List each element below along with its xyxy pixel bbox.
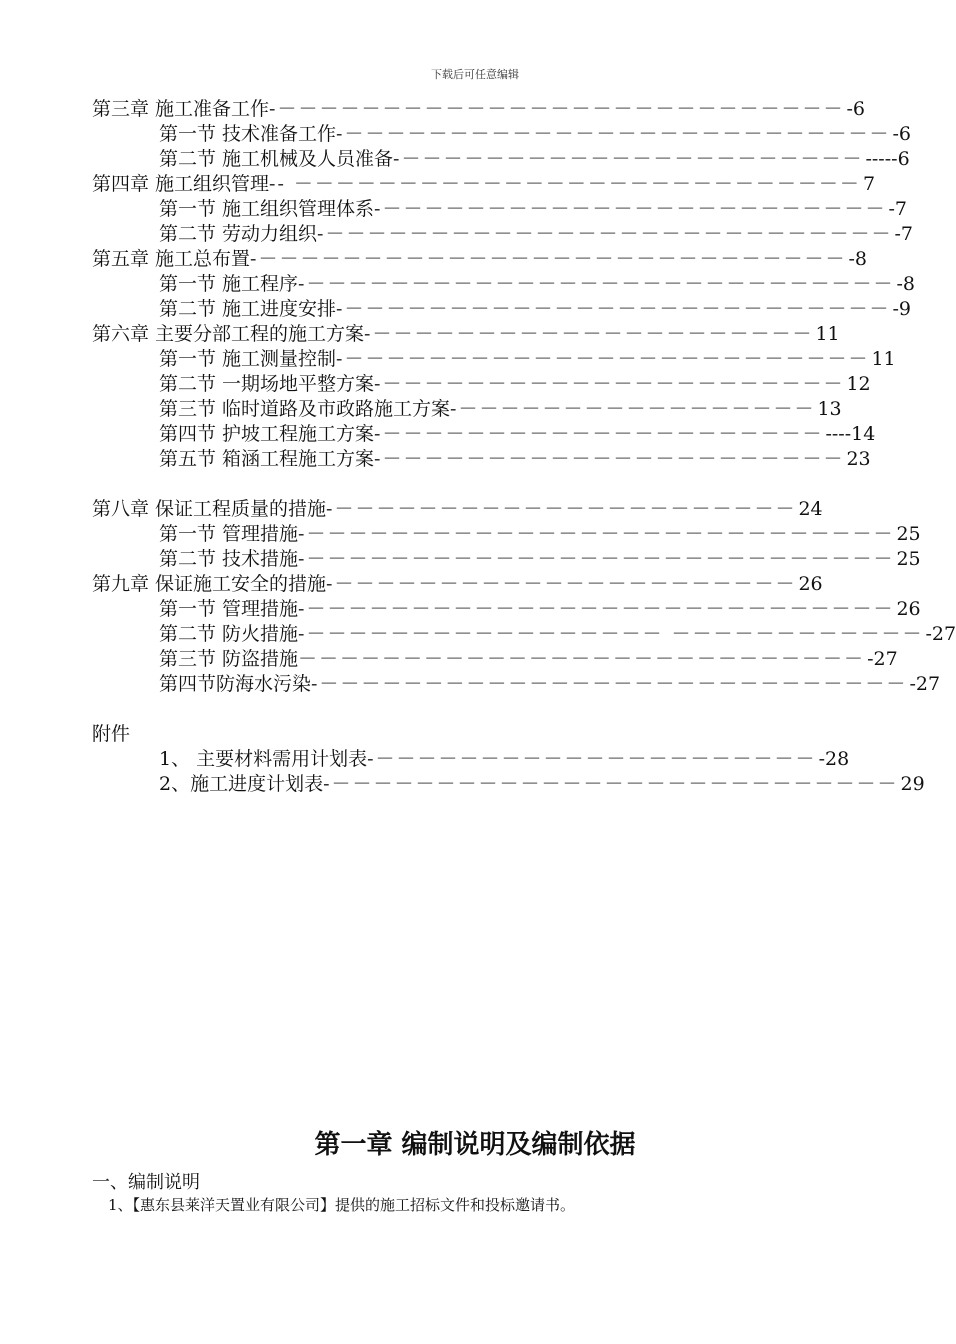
toc-entry-title: 第二节 防火措施 — [159, 623, 299, 645]
toc-section-entry[interactable] — [92, 222, 913, 247]
toc-entry-page: 7 — [862, 173, 876, 195]
toc-section-entry[interactable] — [92, 397, 842, 422]
toc-entry-title: 第四节 护坡工程施工方案 — [159, 423, 375, 445]
toc-entry-title: 第六章 主要分部工程的施工方案 — [92, 323, 365, 345]
toc-entry-leader: -－－－－－－－－－－－－－－－－－－－－－－ — [393, 148, 864, 170]
toc-entry-leader: -－－－－－－－－－－－－－－－－－－－－－ — [374, 423, 824, 445]
toc-entry-title: 第三节 临时道路及市政路施工方案 — [159, 398, 451, 420]
toc-entry-leader: -－－－－－－－－－－－－－－－－－－－－－－－－－－ — [336, 298, 891, 320]
toc-entry-page: -9 — [892, 298, 911, 320]
toc-section-entry[interactable] — [92, 622, 956, 647]
toc-section-entry[interactable] — [92, 297, 911, 322]
toc-entry-leader: -－－－－－－－－－－－－－－－－－ －－－－－－－－－－－－ — [298, 623, 924, 645]
toc-entry-leader: －－－－－－－－－－－－－－－－－－－－－－－－－－－ — [298, 648, 866, 670]
toc-section-entry[interactable] — [92, 522, 921, 547]
toc-gap — [92, 472, 792, 497]
toc-entry-page: -8 — [896, 273, 915, 295]
toc-entry-page: 11 — [871, 348, 896, 370]
toc-entry-title: 第一节 施工组织管理体系 — [159, 198, 375, 220]
toc-entry-page: 11 — [815, 323, 840, 345]
toc-entry-leader: -- －－－－－－－－－－－－－－－－－－－－－－－－－－－ — [269, 173, 861, 195]
appendix-entry-leader: -－－－－－－－－－－－－－－－－－－－－－－－－－－－ — [323, 773, 899, 795]
toc-chapter-entry[interactable] — [92, 572, 823, 597]
toc-entry-title: 第三节 防盗措施 — [159, 648, 299, 670]
page-header-note: 下载后可任意编辑 — [431, 68, 519, 81]
toc-entry-title: 第八章 保证工程质量的措施 — [92, 498, 327, 520]
toc-entry-page: 26 — [798, 573, 823, 595]
toc-entry-leader: -－－－－－－－－－－－－－－－－－－－－－－ — [374, 448, 845, 470]
toc-entry-leader: -－－－－－－－－－－－－－－－－－－－－－－－－－－ — [336, 123, 891, 145]
toc-entry-title: 第一节 管理措施 — [159, 523, 299, 545]
toc-entry-page: -6 — [892, 123, 911, 145]
toc-chapter-entry[interactable] — [92, 247, 867, 272]
appendix-entry-page: 29 — [900, 773, 925, 795]
appendix-entry-page: -28 — [818, 748, 850, 770]
appendix-title: 附件 — [92, 723, 131, 745]
toc-entry-title: 第九章 保证施工安全的措施 — [92, 573, 327, 595]
toc-entry-leader: -－－－－－－－－－－－－－－－－－－－－－－－－ — [374, 198, 887, 220]
toc-entry-title: 第三章 施工准备工作 — [92, 98, 270, 120]
toc-entry-page: -----6 — [865, 148, 910, 170]
toc-entry-page: -8 — [848, 248, 867, 270]
toc-chapter-entry[interactable] — [92, 497, 823, 522]
toc-entry-leader: -－－－－－－－－－－－－－－－－－－－－－ — [364, 323, 814, 345]
toc-section-entry[interactable] — [92, 122, 911, 147]
toc-entry-page: -6 — [846, 98, 865, 120]
toc-entry-leader: -－－－－－－－－－－－－－－－－－－－－－－－－－ — [336, 348, 870, 370]
appendix-entry[interactable] — [92, 747, 850, 772]
appendix-entry-title: 1、 主要材料需用计划表 — [159, 748, 368, 770]
toc-entry-leader: -－－－－－－－－－－－－－－－－－－－－－－－－－－－ — [317, 223, 893, 245]
toc-entry-leader: -－－－－－－－－－－－－－－－－－－－－－－－－－－－－ — [298, 548, 895, 570]
toc-entry-page: 23 — [846, 448, 871, 470]
toc-entry-leader: -－－－－－－－－－－－－－－－－－－－－－－－－－－－ — [269, 98, 845, 120]
toc-entry-page: 13 — [817, 398, 842, 420]
toc-entry-leader: -－－－－－－－－－－－－－－－－－－－－－－－－－－－－ — [311, 673, 908, 695]
toc-entry-title: 第五章 施工总布置 — [92, 248, 251, 270]
section-heading: 一、编制说明 — [92, 1172, 200, 1193]
toc-section-entry[interactable] — [92, 422, 876, 447]
toc-section-entry[interactable] — [92, 147, 910, 172]
toc-entry-page: -7 — [888, 198, 907, 220]
toc-gap — [92, 697, 792, 722]
toc-entry-title: 第二节 施工机械及人员准备 — [159, 148, 394, 170]
toc-section-entry[interactable] — [92, 547, 921, 572]
toc-entry-leader: -－－－－－－－－－－－－－－－－－－－－－－ — [326, 573, 797, 595]
toc-entry-page: 26 — [896, 598, 921, 620]
toc-entry-title: 第四节防海水污染 — [159, 673, 312, 695]
toc-chapter-entry[interactable] — [92, 322, 840, 347]
toc-entry-leader: -－－－－－－－－－－－－－－－－－－－－－－ — [374, 373, 845, 395]
toc-entry-title: 第二节 技术措施 — [159, 548, 299, 570]
toc-entry-title: 第五节 箱涵工程施工方案 — [159, 448, 375, 470]
toc-entry-page: -27 — [909, 673, 941, 695]
toc-entry-leader: -－－－－－－－－－－－－－－－－－－－－－－－－－－－－ — [298, 598, 895, 620]
toc-entry-page: ----14 — [825, 423, 876, 445]
toc-entry-page: 25 — [896, 523, 921, 545]
toc-entry-title: 第一节 施工测量控制 — [159, 348, 337, 370]
toc-entry-leader: -－－－－－－－－－－－－－－－－－－－－－－ — [326, 498, 797, 520]
toc-entry-page: -27 — [867, 648, 898, 670]
table-of-contents — [92, 97, 956, 797]
toc-section-entry[interactable] — [92, 647, 898, 672]
toc-entry-title: 第四章 施工组织管理 — [92, 173, 270, 195]
appendix-entry[interactable] — [92, 772, 925, 797]
toc-entry-page: 24 — [798, 498, 823, 520]
body-paragraph: 1、【惠东县莱洋天置业有限公司】提供的施工招标文件和投标邀请书。 — [108, 1196, 576, 1214]
toc-section-entry[interactable] — [92, 447, 871, 472]
toc-entry-page: 12 — [846, 373, 871, 395]
toc-entry-page: -27 — [925, 623, 956, 645]
toc-entry-title: 第一节 管理措施 — [159, 598, 299, 620]
toc-entry-leader: -－－－－－－－－－－－－－－－－－－－－－－－－－－－－ — [298, 523, 895, 545]
appendix-entry-leader: -－－－－－－－－－－－－－－－－－－－－－ — [367, 748, 817, 770]
toc-section-entry[interactable] — [92, 672, 941, 697]
toc-section-entry[interactable] — [92, 347, 896, 372]
toc-entry-leader: -－－－－－－－－－－－－－－－－－－－－－－－－－－－－ — [298, 273, 895, 295]
appendix-entry-title: 2、施工进度计划表 — [159, 773, 324, 795]
toc-entry-title: 第二节 施工进度安排 — [159, 298, 337, 320]
toc-chapter-entry[interactable] — [92, 97, 865, 122]
toc-section-entry[interactable] — [92, 597, 921, 622]
toc-section-entry[interactable] — [92, 372, 871, 397]
toc-entry-title: 第一节 技术准备工作 — [159, 123, 337, 145]
toc-section-entry[interactable] — [92, 272, 915, 297]
toc-entry-title: 第二节 一期场地平整方案 — [159, 373, 375, 395]
toc-entry-leader: -－－－－－－－－－－－－－－－－－ — [450, 398, 816, 420]
chapter-title: 第一章 编制说明及编制依据 — [314, 1130, 636, 1160]
toc-section-entry[interactable] — [92, 197, 907, 222]
toc-entry-leader: -－－－－－－－－－－－－－－－－－－－－－－－－－－－－ — [250, 248, 847, 270]
toc-entry-page: -7 — [894, 223, 913, 245]
toc-chapter-entry[interactable] — [92, 172, 876, 197]
toc-entry-page: 25 — [896, 548, 921, 570]
toc-entry-title: 第二节 劳动力组织 — [159, 223, 318, 245]
toc-entry-title: 第一节 施工程序 — [159, 273, 299, 295]
